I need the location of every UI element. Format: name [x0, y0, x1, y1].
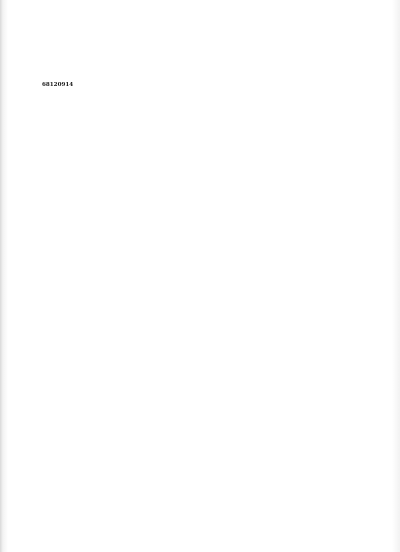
- point-item: [26, 173, 374, 180]
- intro-paragraph: [26, 124, 374, 131]
- point-item: [26, 187, 374, 194]
- intro-paragraph: [26, 110, 374, 117]
- point-item: [26, 194, 374, 201]
- letter-heading: [26, 22, 374, 32]
- point-item: [26, 201, 374, 208]
- intro-paragraph: [26, 96, 374, 103]
- body-subheading: [26, 147, 374, 155]
- numbered-points: [26, 159, 374, 250]
- letter-header: [26, 22, 374, 72]
- org-line: [26, 48, 374, 56]
- intro-paragraph: [26, 89, 374, 96]
- letter-body: [26, 82, 374, 250]
- org-line: [26, 40, 374, 48]
- intro-paragraph: [26, 138, 374, 145]
- intro-lead: [26, 82, 374, 89]
- intro-paragraph: [26, 117, 374, 124]
- point-item: [26, 180, 374, 187]
- intro-paragraph: [26, 103, 374, 110]
- point-item: [26, 236, 374, 243]
- point-item: [26, 166, 374, 173]
- org-line: [26, 56, 374, 64]
- point-item: [26, 159, 374, 166]
- point-item: [26, 215, 374, 222]
- intro-paragraph: [26, 131, 374, 138]
- org-line: [26, 64, 374, 72]
- point-item: [26, 208, 374, 215]
- point-item: [26, 222, 374, 229]
- point-item: [26, 243, 374, 250]
- point-item: [26, 229, 374, 236]
- case-id-number: 68120914: [42, 82, 74, 88]
